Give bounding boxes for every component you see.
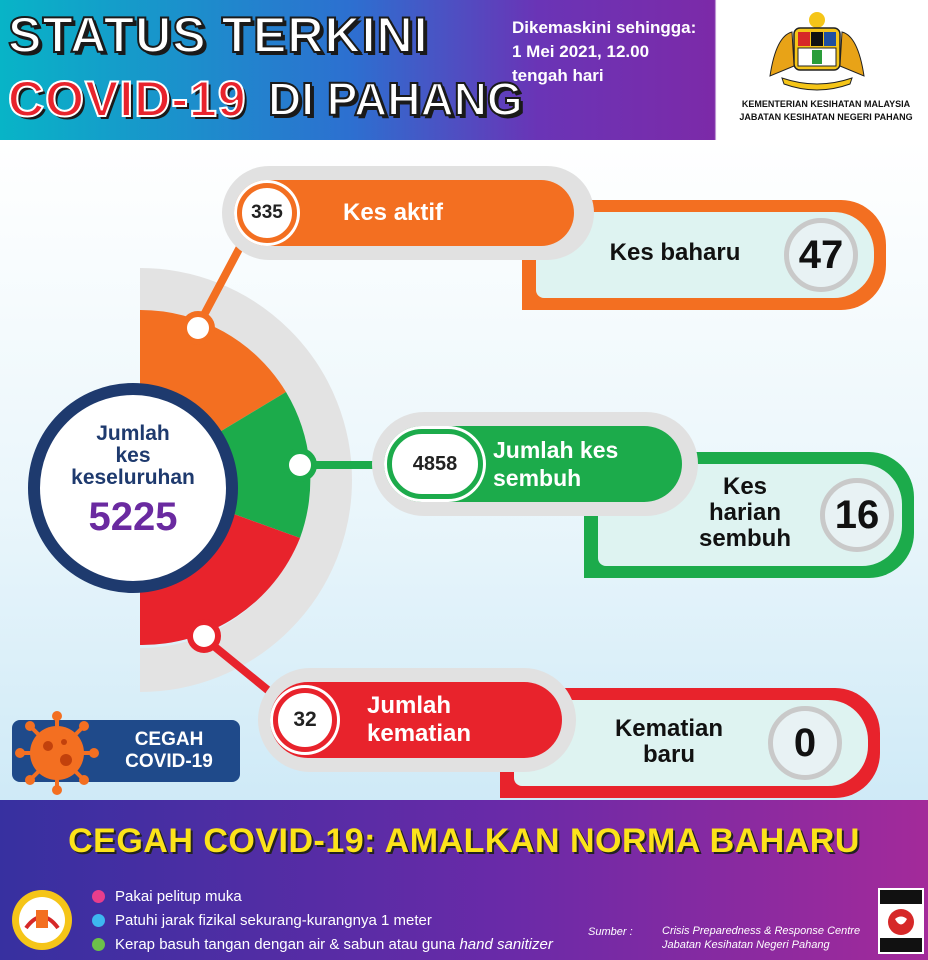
malaysia-crest-logo (762, 6, 872, 92)
recovered-label (493, 436, 618, 492)
total-label (40, 423, 226, 489)
junction-dot-deaths (190, 622, 218, 650)
new-deaths-label-line1: Kematian (614, 715, 724, 742)
cegah-badge-line1: CEGAH (134, 729, 204, 750)
deaths-label-line2: kematian (367, 720, 472, 747)
new-cases-label: Kes baharu (609, 239, 741, 266)
junction-dot-active (184, 314, 212, 342)
tip-item (92, 884, 553, 908)
active-cases-value: 335 (237, 183, 297, 243)
daily-recovered-label-line2: harian (708, 499, 782, 526)
tip-item (92, 932, 553, 956)
update-label: Dikemaskini sehingga: (512, 18, 697, 37)
title-covid19: COVID-19 (8, 71, 247, 127)
new-deaths-label (584, 716, 754, 768)
cegah-badge-line2: COVID-19 (125, 751, 213, 772)
new-cases-value: 47 (784, 218, 858, 292)
new-deaths-label-line2: baru (642, 741, 695, 768)
ministry-name (728, 98, 924, 124)
new-deaths-value: 0 (768, 706, 842, 780)
koi-nak-bersih-sihat-logo (878, 888, 924, 954)
update-date: 1 Mei 2021, 12.00 (512, 42, 650, 61)
recovered-pill (384, 426, 682, 502)
ministry-line2: JABATAN KESIHATAN NEGERI PAHANG (739, 112, 913, 122)
stats-panel (0, 140, 928, 800)
total-label-line3: keseluruhan (71, 466, 195, 489)
active-cases-pill (234, 180, 574, 246)
recovered-label-line2: sembuh (493, 465, 582, 491)
tip-item (92, 908, 553, 932)
total-label-line1: Jumlah (96, 422, 170, 445)
tip-text: Patuhi jarak fizikal sekurang-kurangnya 1 meter (115, 911, 432, 929)
source-text (662, 924, 860, 952)
slogan: CEGAH COVID-19: AMALKAN NORMA BAHARU (68, 822, 860, 860)
deaths-label-line1: Jumlah (367, 692, 452, 719)
source-line2: Jabatan Kesihatan Negeri Pahang (662, 939, 830, 951)
total-value: 5225 (88, 495, 178, 539)
recovered-value: 4858 (387, 429, 483, 499)
header-banner (0, 0, 928, 140)
daily-recovered-value: 16 (820, 478, 894, 552)
update-time: tengah hari (512, 66, 604, 85)
bullet-icon (92, 914, 105, 927)
bullet-icon (92, 890, 105, 903)
tip-text: Pakai pelitup muka (115, 887, 242, 905)
junction-dot-recovered (286, 451, 314, 479)
total-label-line2: kes (115, 444, 151, 467)
tip-text-italic: hand sanitizer (459, 935, 553, 953)
source-line1: Crisis Preparedness & Response Centre (662, 925, 861, 937)
ministry-line1: KEMENTERIAN KESIHATAN MALAYSIA (741, 99, 911, 109)
bullet-icon (92, 938, 105, 951)
recovered-label-line1: Jumlah kes (493, 437, 619, 463)
tip-text: Kerap basuh tangan dengan air & sabun atau guna (115, 935, 460, 953)
daily-recovered-label-line3: sembuh (698, 525, 791, 552)
cegah-badge-text (104, 729, 234, 773)
virus-icon (14, 710, 100, 796)
daily-recovered-label (680, 474, 810, 552)
deaths-value: 32 (273, 688, 337, 752)
active-cases-label: Kes aktif (343, 199, 444, 226)
footer-banner (0, 800, 928, 960)
source-label: Sumber : (588, 926, 633, 938)
jkn-logo (10, 888, 74, 952)
daily-recovered-label-line1: Kes (722, 473, 768, 500)
title-di-pahang: DI PAHANG (268, 73, 523, 125)
tips-list (92, 884, 553, 956)
title-status-terkini: STATUS TERKINI (8, 7, 429, 63)
update-info (512, 16, 722, 88)
total-cases-circle (28, 383, 238, 593)
deaths-label (367, 692, 471, 748)
deaths-pill (270, 682, 562, 758)
